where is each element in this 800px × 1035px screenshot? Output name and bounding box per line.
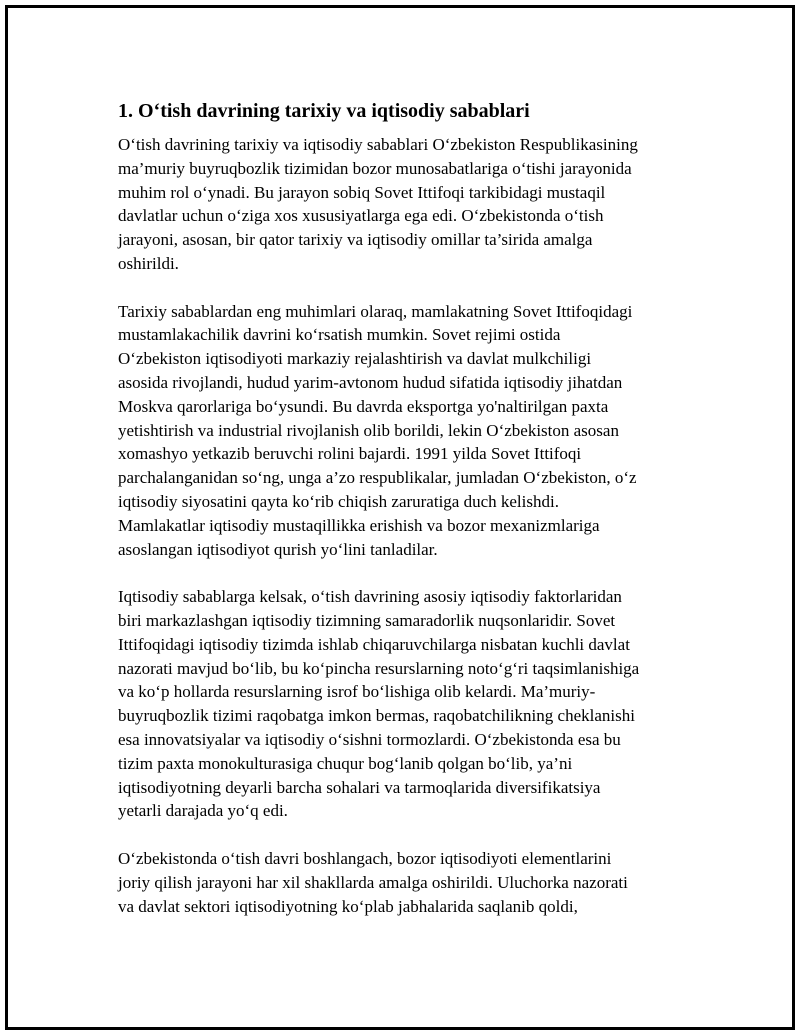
text-line: jarayoni, asosan, bir qator tarixiy va iqtisodiy omillar ta’sirida amalga — [118, 230, 593, 250]
paragraph-4 — [118, 847, 703, 918]
paragraph-2 — [118, 300, 703, 562]
text-line: oshirildi. — [118, 253, 179, 273]
text-line: Mamlakatlar iqtisodiy mustaqillikka erishish va bozor mexanizmlariga — [118, 515, 600, 535]
section-heading: 1. O‘tish davrining tarixiy va iqtisodiy sabablari — [118, 100, 530, 122]
text-line: O‘tish davrining tarixiy va iqtisodiy sabablari O‘zbekiston Respublikasining — [118, 135, 638, 154]
document-body — [118, 98, 703, 942]
text-line: nazorati mavjud bo‘lib, bu ko‘pincha resurslarning noto‘g‘ri taqsimlanishiga — [118, 658, 640, 678]
text-line: asoslangan iqtisodiyot qurish yo‘lini tanladilar. — [118, 539, 438, 559]
text-line: muhim rol o‘ynadi. Bu jarayon sobiq Sovet Ittifoqi tarkibidagi mustaqil — [118, 182, 606, 202]
text-line: xomashyo yetkazib beruvchi rolini bajardi. 1991 yilda Sovet Ittifoqi — [118, 444, 582, 464]
text-line: joriy qilish jarayoni har xil shakllarda amalga oshirildi. Uluchorka nazorati — [118, 872, 628, 892]
text-line: esa innovatsiyalar va iqtisodiy o‘sishni tormozlardi. O‘zbekistonda esa bu — [118, 729, 621, 749]
text-line: O‘zbekiston iqtisodiyoti markaziy rejalashtirish va davlat mulkchiligi — [118, 349, 592, 369]
paragraph-1 — [118, 133, 703, 276]
text-line: asosida rivojlandi, hudud yarim-avtonom hudud sifatida iqtisodiy jihatdan — [118, 372, 623, 392]
text-line: yetarli darajada yo‘q edi. — [118, 801, 288, 821]
text-line: Iqtisodiy sabablarga kelsak, o‘tish davrining asosiy iqtisodiy faktorlaridan — [118, 587, 622, 607]
text-line: yetishtirish va industrial rivojlanish olib borildi, lekin O‘zbekiston asosan — [118, 420, 619, 440]
text-line: iqtisodiy siyosatini qayta ko‘rib chiqish zaruratiga duch kelishdi. — [118, 491, 559, 511]
text-line: parchalanganidan so‘ng, unga a’zo respublikalar, jumladan O‘zbekiston, o‘z — [118, 468, 637, 488]
text-line: davlatlar uchun o‘ziga xos xususiyatlarga ega edi. O‘zbekistonda o‘tish — [118, 206, 604, 226]
text-line: ma’muriy buyruqbozlik tizimidan bozor munosabatlariga o‘tishi jarayonida — [118, 158, 632, 178]
text-line: biri markazlashgan iqtisodiy tizimning samaradorlik nuqsonlaridir. Sovet — [118, 610, 616, 630]
text-line: buyruqbozlik tizimi raqobatga imkon bermas, raqobatchilikning cheklanishi — [118, 706, 635, 726]
text-line: mustamlakachilik davrini ko‘rsatish mumkin. Sovet rejimi ostida — [118, 325, 561, 345]
page-frame — [5, 5, 795, 1030]
text-line: iqtisodiyotning deyarli barcha sohalari va tarmoqlarida diversifikatsiya — [118, 777, 601, 797]
text-line: O‘zbekistonda o‘tish davri boshlangach, bozor iqtisodiyoti elementlarini — [118, 848, 612, 868]
text-line: tizim paxta monokulturasiga chuqur bog‘lanib qolgan bo‘lib, ya’ni — [118, 753, 573, 773]
text-line: Moskva qarorlariga bo‘ysundi. Bu davrda eksportga yo'naltirilgan paxta — [118, 396, 609, 416]
text-line: Tarixiy sabablardan eng muhimlari olaraq, mamlakatning Sovet Ittifoqidagi — [118, 301, 633, 321]
text-line: va ko‘p hollarda resurslarning isrof bo‘lishiga olib kelardi. Ma’muriy- — [118, 682, 596, 702]
paragraph-3 — [118, 585, 703, 823]
text-line: va davlat sektori iqtisodiyotning ko‘plab jabhalarida saqlanib qoldi, — [118, 896, 578, 916]
text-line: Ittifoqidagi iqtisodiy tizimda ishlab chiqaruvchilarga nisbatan kuchli davlat — [118, 634, 630, 654]
